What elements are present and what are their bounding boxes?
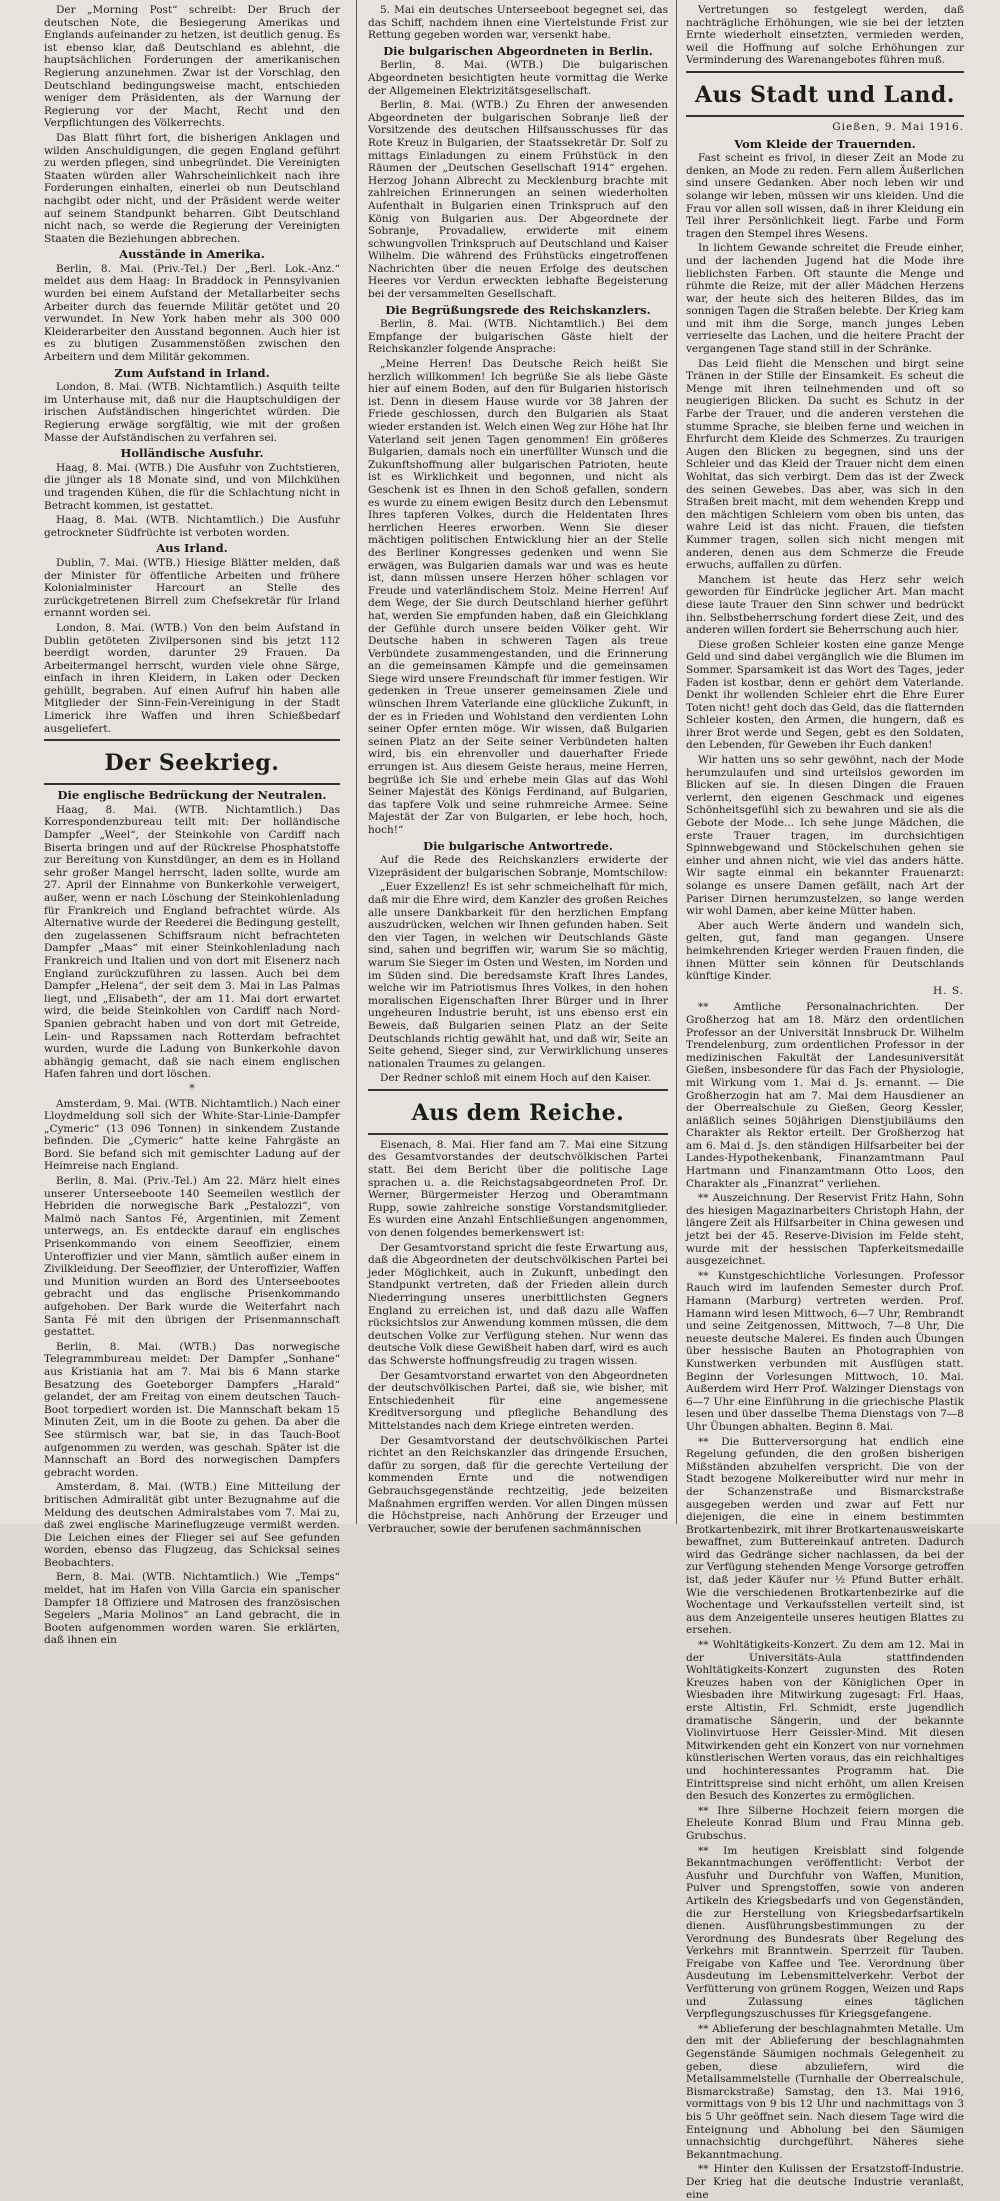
article-paragraph: 5. Mai ein deutsches Unterseeboot begegnet sei, das das Schiff, nachdem ihnen eine Viertelstunde Frist zur Rettung gegeben worden war, versenkt habe. bbox=[368, 4, 668, 42]
section-heading: Die bulgarische Antwortrede. bbox=[423, 838, 613, 853]
column-rule bbox=[356, 0, 357, 1524]
author-signature: H. S. bbox=[933, 984, 964, 997]
article-paragraph: Manchem ist heute das Herz sehr weich geworden für Eindrücke jeglicher Art. Man macht diese laute Trauer den Sinn schwer und bedrückt ihn. Selbstbeherrschung fordert diese Zeit, und des anderen willen fordert sie Beherrschung auch hier. bbox=[686, 573, 964, 637]
column-middle bbox=[368, 4, 668, 1535]
section-heading: Die englische Bedrückung der Neutralen. bbox=[57, 788, 327, 803]
article-paragraph: „Euer Exzellenz! Es ist sehr schmeichelhaft für mich, daß mir die Ehre wird, dem Kanzler des großen Reiches alle unsere Dankbarkeit für den herzlichen Empfang auszudrücken, welchen wir Ihnen gefunden haben. Seit den vier Tagen, in welchen wir Deutschlands Gäste sind, sahen und begriffen wir, warum Sie so mächtig, warum Sie Sieger im Osten und Westen, im Norden und im Süden sind. Die beredsamste Kraft Ihres Landes, welche wir im Patriotismus Ihres Volkes, in den hohen moralischen Eigenschaften Ihrer Bürger und in Ihrer ungeheuren Industrie beruht, ist uns ebenso erst ein Beweis, daß Bulgarien seinen Platz an der Seite Deutschlands richtig gewählt hat, und daß wir, Seite an Seite gehend, Sieger sind, zur Verwirklichung unseres nationalen Traumes zu gelangen. bbox=[368, 881, 668, 1070]
article-paragraph: ** Kunstgeschichtliche Vorlesungen. Professor Rauch wird im laufenden Semester durch Prof. Hamann (Marburg) vertreten werden. Prof. Hamann wird lesen Mittwoch, 6—7 Uhr, Rembrandt und seine Zeitgenossen, Mittwoch, 7—8 Uhr, Die neueste deutsche Malerei. Es finden auch Übungen über hessische Bauten an Photographien von Kunstwerken verbunden mit Ausflügen statt. Beginn der Vorlesungen Mittwoch, 10. Mai. Außerdem wird Herr Prof. Walzinger Dienstags von 6—7 Uhr eine Einführung in die griechische Plastik lesen und über dasselbe Thema Dienstags von 7—8 Uhr Übungen abhalten. Beginn 8. Mai. bbox=[686, 1269, 964, 1433]
article-paragraph: ** Hinter den Kulissen der Ersatzstoff-Industrie. Der Krieg hat die deutsche Industrie veranlaßt, eine bbox=[686, 2163, 964, 2201]
dateline: Gießen, 9. Mai 1916. bbox=[832, 120, 964, 133]
article-paragraph: Der „Morning Post“ schreibt: Der Bruch der deutschen Note, die Besiegerung Amerikas und Englands aufeinander zu hetzen, ist deutlich genug. Es ist ebenso klar, daß Deutschland es ablehnt, die hauptsächlichen Forderungen der amerikanischen Regierung anzunehmen. Zwar ist der Vorschlag, den Deutschland bedingungsweise macht, entschieden weniger dem Präsidenten, als der Warnung der Regierung vor der Macht, Recht und den Verpflichtungen des Völkerrechts. bbox=[44, 4, 340, 130]
section-heading: Ausstände in Amerika. bbox=[119, 247, 265, 262]
article-paragraph: Haag, 8. Mai. (WTB. Nichtamtlich.) Die Ausfuhr getrockneter Südfrüchte ist verboten worden. bbox=[44, 514, 340, 539]
section-heading: Die bulgarischen Abgeordneten in Berlin. bbox=[383, 43, 653, 58]
article-paragraph: Auf die Rede des Reichskanzlers erwiderte der Vizepräsident der bulgarischen Sobranje, Momtschilow: bbox=[368, 854, 668, 879]
article-paragraph: Diese großen Schleier kosten eine ganze Menge Geld und sind dabei vergänglich wie die Blumen im Sommer. Sparsamkeit ist das Wort des Tages, jeder Faden ist kostbar, denn er gehört dem Vaterlande. Denkt ihr wollenden Schleier ehrt die Ehre Eurer Toten nicht! geht doch das Geld, das die flatternden Schleier kosten, den Armen, die hungern, daß es ihrer Brot werde und Segen, gebt es den Soldaten, den Lebenden, für Geweben ihr Euch danken! bbox=[686, 638, 964, 752]
article-paragraph: ** Die Butterversorgung hat endlich eine Regelung gefunden, die den großen bisherigen Mißständen abzuhelfen verspricht. Die von der Stadt bezogene Molkereibutter wird nur mehr in der Schanzenstraße und Bismarckstraße ausgegeben werden und zwar auf Fett nur diejenigen, die eine in einem bestimmten Brotkartenbezirk, mit ihrer Brotkartenausweiskarte bewaffnet, zum Buttereinkauf antreten. Dadurch wird das Gedränge sicher nachlassen, da bei der zur Verfügung stehenden Menge Vorsorge getroffen ist, daß jeder Käufer nur ½ Pfund Butter erhält. Wie die verschiedenen Brotkartenbezirke auf die Wochentage und Verkaufsstellen verteilt sind, ist aus dem Anzeigenteile unseres heutigen Blattes zu ersehen. bbox=[686, 1435, 964, 1637]
article-paragraph: ** Auszeichnung. Der Reservist Fritz Hahn, Sohn des hiesigen Magazinarbeiters Christoph Hahn, der längere Zeit als Hilfsarbeiter in China gewesen und jetzt bei der 45. Reserve-Division im Felde steht, wurde mit der hessischen Tapferkeitsmedaille ausgezeichnet. bbox=[686, 1192, 964, 1268]
article-paragraph: Berlin, 8. Mai. (WTB.) Das norwegische Telegrammbureau meldet: Der Dampfer „Sonhane“ aus Kristiania hat am 7. Mai bis 6 Mann starke Besatzung des Goeteborger Dampfers „Harald“ gelandet, der am Freitag von einem deutschen Tauch-Boot torpediert worden ist. Die Mannschaft bekam 15 Minuten Zeit, um in die Boote zu gehen. Da aber die See stürmisch war, bat sie, in das Tauch-Boot aufgenommen zu werden, was geschah. Später ist die Mannschaft an Bord des norwegischen Dampfers gebracht worden. bbox=[44, 1340, 340, 1479]
ornament-star: * bbox=[189, 1081, 195, 1095]
article-paragraph: ** Wohltätigkeits-Konzert. Zu dem am 12. Mai in der Universitäts-Aula stattfindenden Wohltätigkeits-Konzert zugunsten des Roten Kreuzes haben von der Königlichen Oper in Wiesbaden ihre Mitwirkung zugesagt: Frl. Haas, erste Altistin, Frl. Schmidt, erste jugendlich dramatische Sängerin, und der bekannte Violinvirtuose Herr Geissler-Mind. Mit diesen Mitwirkenden geht ein Konzert von nur vornehmen künstlerischen Werten voraus, das ein reichhaltiges und hochinteressantes Programm hat. Die Eintrittspreise sind nicht erhöht, um allen Kreisen den Besuch des Konzertes zu ermöglichen. bbox=[686, 1639, 964, 1803]
section-title: Der Seekrieg. bbox=[104, 750, 280, 777]
article-paragraph: Das Leid flieht die Menschen und birgt seine Tränen in der Stille der Einsamkeit. Es scheut die Menge mit ihren teilnehmenden und oft so neugierigen Blicken. Da sucht es Schutz in der Farbe der Trauer, und die anderen verstehen die stumme Sprache, sie bleiben ferne und weichen in Ehrfurcht dem Kleide des Schmerzes. Zu traurigen Augen den Blicken zu begegnen, sind uns der Schleier und das Kleid der Trauer nicht dem einen Wohltat, das sich verbirgt. Dem das ist der Zweck des seinen Gewebes. Das aber, was sich in den Straßen breit macht, mit dem wehenden Krepp und den mächtigen Schleiern vom oben bis unten, das wahre Leid ist das nicht. Frauen, die tiefsten Kummer tragen, sollen sich nicht mengen mit anderen, denen aus dem Schmerze die Freude erwuchs, auffallen zu dürfen. bbox=[686, 357, 964, 572]
article-paragraph: London, 8. Mai. (WTB. Nichtamtlich.) Asquith teilte im Unterhause mit, daß nur die Hauptschuldigen der irischen Aufständischen hingerichtet würden. Die Regierung erwäge sorgfältig, wie mit der großen Masse der Aufständischen zu verfahren sei. bbox=[44, 381, 340, 444]
section-heading: Holländische Ausfuhr. bbox=[120, 446, 264, 461]
article-paragraph: Berlin, 8. Mai. (Priv.-Tel.) Der „Berl. Lok.-Anz.“ meldet aus dem Haag: In Braddock in Pennsylvanien wurden bei einem Aufstand der Metallarbeiter sechs Arbeiter durch das feuernde Militär getötet und 20 verwundet. In New York haben mehr als 300 000 Kleiderarbeiter den Ausstand begonnen. Auch hier ist es zu blutigen Zusammenstößen zwischen den Arbeitern und dem Militär gekommen. bbox=[44, 262, 340, 364]
article-paragraph: Vertretungen so festgelegt werden, daß nachträgliche Erhöhungen, wie sie bei der letzten Ernte wiederholt einsetzten, vermieden werden, weil die Hoffnung auf solche Erhöhungen zur Verminderung des Warenangebotes führen muß. bbox=[686, 4, 964, 67]
section-header-box bbox=[44, 739, 340, 785]
column-rule bbox=[676, 0, 677, 1524]
column-right bbox=[686, 4, 964, 2201]
article-paragraph: ** Amtliche Personalnachrichten. Der Großherzog hat am 18. März den ordentlichen Professor an der Universität Innsbruck Dr. Wilhelm Trendelenburg, zum ordentlichen Professor in der medizinischen Fakultät der Landesuniversität Gießen, insbesondere für das Fach der Physiologie, mit Wirkung vom 1. Mai d. Js. ernannt. — Die Großherzogin hat am 7. Mai dem Hausdiener an der Oberrealschule zu Gießen, Georg Kessler, anläßlich seines 50jährigen Dienstjubiläums den Charakter als Rektor erteilt. Der Großherzog hat am 6. Mai d. Js. den ständigen Hilfsarbeiter bei der Landes-Hypothekenbank, Finanzamtmann Paul Hartmann und Finanzamtmann Otto Loos, den Charakter als „Finanzrat“ verliehen. bbox=[686, 1001, 964, 1190]
article-paragraph: Wir hatten uns so sehr gewöhnt, nach der Mode herumzulaufen und sind urteilslos geworden im Blicken auf sie. In diesen Dingen die Frauen verlernt, den eigenen Geschmack und eigenes Schönheitsgefühl sich zu bewahren und sie als die Gebote der Mode... Ich sehe junge Mädchen, die erste Trauer tragen, im durchsichtigen Spinnwebgewand und Stöckelschuhen gehen sie einher und ahnen nicht, wie viel das anders hätte. Wir sagte einmal ein bekannter Frauenarzt: solange es unsere Damen gefällt, nach Art der Pariser Dirnen herumzustelzen, so lange werden wir wohl Damen, aber keine Mütter haben. bbox=[686, 754, 964, 918]
article-paragraph: Der Gesamtvorstand erwartet von den Abgeordneten der deutschvölkischen Partei, daß sie, wie bisher, mit Entschiedenheit für eine angemessene Kreditversorgung und pflegliche Behandlung des Mittelstandes nach dem Kriege eintreten werden. bbox=[368, 1369, 668, 1432]
article-paragraph: Amsterdam, 8. Mai. (WTB.) Eine Mitteilung der britischen Admiralität gibt unter Bezugnahme auf die Meldung des deutschen Admiralstabes vom 7. Mai zu, daß zwei englische Marineflugzeuge vermißt werden. Die Leichen eines der Flieger sei auf See gefunden worden, ebenso das Flugzeug, das Schicksal seines Beobachters. bbox=[44, 1481, 340, 1569]
section-heading: Vom Kleide der Trauernden. bbox=[734, 136, 916, 151]
article-paragraph: Dublin, 7. Mai. (WTB.) Hiesige Blätter melden, daß der Minister für öffentliche Arbeiten und frühere Kolonialminister Harcourt an Stelle des zurückgetretenen Birrell zum Chefsekretär für Irland ernannt worden sei. bbox=[44, 556, 340, 620]
article-paragraph: Eisenach, 8. Mai. Hier fand am 7. Mai eine Sitzung des Gesamtvorstandes der deutschvölkischen Partei statt. Bei dem Bericht über die politische Lage sprachen u. a. die Reichstagsabgeordneten Prof. Dr. Werner, Bürgermeister Herzog und Oberamtmann Rupp, sowie zahlreiche sonstige Vorstandsmitglieder. Es wurden eine Anzahl Entschließungen angenommen, von denen folgendes bemerkenswert ist: bbox=[368, 1138, 668, 1240]
section-title: Aus Stadt und Land. bbox=[695, 81, 955, 108]
article-paragraph: ** Ihre Silberne Hochzeit feiern morgen die Eheleute Konrad Blum und Frau Minna geb. Grubschus. bbox=[686, 1804, 964, 1842]
article-paragraph: Bern, 8. Mai. (WTB. Nichtamtlich.) Wie „Temps“ meldet, hat im Hafen von Villa Garcia ein spanischer Dampfer 18 Offiziere und Matrosen des französischen Segelers „Maria Molinos“ an Land gebracht, die in Booten aufgenommen worden waren. Sie erklärten, daß ihnen ein bbox=[44, 1571, 340, 1647]
article-paragraph: Amsterdam, 9. Mai. (WTB. Nichtamtlich.) Nach einer Lloydmeldung soll sich der White-Star-Linie-Dampfer „Cymeric“ (13 096 Tonnen) in sinkendem Zustande befinden. Die „Cymeric“ hatte keine Fahrgäste an Bord. Sie befand sich mit gemischter Ladung auf der Heimreise nach England. bbox=[44, 1097, 340, 1173]
section-heading: Die Begrüßungsrede des Reichskanzlers. bbox=[385, 302, 651, 317]
article-paragraph: Berlin, 8. Mai. (Priv.-Tel.) Am 22. März hielt eines unserer Unterseeboote 140 Seemeilen westlich der Hebriden die norwegische Bark „Pestalozzi“, von Malmö nach Santos Fé, Argentinien, mit Zement unterwegs, an. Es entdeckte darauf ein englisches Prisenkommando von einem Seeoffizier, einem Unteroffizier und vier Mann, sämtlich außer einem in Zivilkleidung. Der Seeoffizier, der Unteroffizier, Waffen und Munition wurden an Bord des Unterseebootes gebracht und das englische Prisenkommando aufgehoben. Der Bark wurde die Weiterfahrt nach Santa Fé mit den übrigen der Prisenmannschaft gestattet. bbox=[44, 1175, 340, 1339]
section-heading: Aus Irland. bbox=[156, 541, 228, 556]
article-paragraph: „Meine Herren! Das Deutsche Reich heißt Sie herzlich willkommen! Ich begrüße Sie als liebe Gäste hier auf einem Boden, auf den für Bulgarien historisch ist. Denn in diesem Hause wurde vor 38 Jahren der Friede geschlossen, durch den Bulgarien als Staat wieder erstanden ist. Welch einen Weg zur Höhe hat Ihr Vaterland seit jenen Tagen genommen! Ein größeres Bulgarien, damals noch ein unerfüllter Wunsch und die Zukunftshoffnung aller bulgarischen Patrioten, heute ist es Wirklichkeit und begonnen, und nicht als Geschenk ist es Ihnen in den Schoß gefallen, sondern es wurde zu einem ewigen Besitz durch den Lebensmut Ihres tapferen Volkes, durch die Heldentaten Ihres herrlichen Heeres erworben. Wenn Sie dieser mächtigen politischen Entwicklung hier an der Stelle des Berliner Kongresses gedenken und wenn Sie erwägen, was Bulgarien damals war und was es heute ist, dann müssen unsere Herzen höher schlagen vor Freude und vaterländischem Stolz. Meine Herren! Auf dem Wege, der Sie durch Deutschland hierher geführt hat, werden Sie empfunden haben, daß ein Gleichklang der Gefühle durch unsere beiden Völker geht. Wir Deutsche haben in schweren Tagen als treue Verbündete zusammengestanden, und die Erinnerung an die gemeinsamen Kämpfe und die gemeinsamen Siege wird unsere Freundschaft für immer festigen. Wir gedenken in Treue unserer gemeinsamen Ziele und wünschen Ihrem Vaterlande eine glückliche Zukunft, in der es in Frieden und Wohlstand den verdienten Lohn seiner Opfer ernten möge. Wir wissen, daß Bulgarien seinen Platz an der Seite seiner Verbündeten halten wird, bis ein ehrenvoller und dauerhafter Friede errungen ist. Aus diesem Geiste heraus, meine Herren, begrüße ich Sie und erhebe mein Glas auf das Wohl Seiner Majestät des Königs Ferdinand, auf Bulgarien, das tapfere Volk und seine ruhmreiche Armee. Seine Majestät der Zar von Bulgarien, er lebe hoch, hoch, hoch!“ bbox=[368, 358, 668, 836]
article-paragraph: Fast scheint es frivol, in dieser Zeit an Mode zu denken, an Mode zu reden. Fern allem Äußerlichen sind unsere Gedanken. Aber noch leben wir und solange wir leben, müssen wir uns kleiden. Und die Frau vor allen soll wissen, daß in ihrer Kleidung ein Teil ihrer Persönlichkeit liegt. Farbe und Form tragen den Stempel ihres Wesens. bbox=[686, 152, 964, 240]
article-paragraph: Das Blatt führt fort, die bisherigen Anklagen und wilden Anschuldigungen, die gegen England geführt zu werden pflegen, sind unbegründet. Die Vereinigten Staaten würden aller Wahrscheinlichkeit nach ihre Forderungen einhalten, einerlei ob nun Deutschland nachgibt oder nicht, und der Präsident werde weiter auf seinem Standpunkt beharren. Gibt Deutschland nicht nach, so werde die Regierung der Vereinigten Staaten die Beziehungen abbrechen. bbox=[44, 131, 340, 245]
section-heading: Zum Aufstand in Irland. bbox=[114, 365, 270, 380]
section-title: Aus dem Reiche. bbox=[411, 1099, 625, 1126]
article-paragraph: Berlin, 8. Mai. (WTB. Nichtamtlich.) Bei dem Empfange der bulgarischen Gäste hielt der Reichskanzler folgende Ansprache: bbox=[368, 318, 668, 356]
section-header-box bbox=[686, 71, 964, 117]
article-paragraph: Haag, 8. Mai. (WTB.) Die Ausfuhr von Zuchtstieren, die jünger als 18 Monate sind, und von Milchkühen und tragenden Kühen, die für die Schlachtung nicht in Betracht kommen, ist gestattet. bbox=[44, 461, 340, 512]
article-paragraph: Berlin, 8. Mai. (WTB.) Zu Ehren der anwesenden Abgeordneten der bulgarischen Sobranje ließ der Vorsitzende des deutschen Hilfsausschusses für das Rote Kreuz in Bulgarien, der Staatssekretär Dr. Solf zu mittags Einladungen zu einem Frühstück in den Räumen der „Deutschen Gesellschaft 1914“ ergehen. Herzog Johann Albrecht zu Mecklenburg brachte mit zahlreichen Erinnerungen an seinen wiederholten Aufenthalt in Bulgarien einen Trinkspruch auf den König von Bulgarien aus. Der Abgeordnete der Sobranje, Provadaliew, erwiderte mit einem schwungvollen Trinkspruch auf Deutschland und Kaiser Wilhelm. Die während des Frühstücks eingetroffenen Nachrichten über die neuen Erfolge des deutschen Heeres vor Verdun erweckten lebhafte Begeisterung bei der versammelten Gesellschaft. bbox=[368, 99, 668, 301]
article-paragraph: Aber auch Werte ändern und wandeln sich, gelten, gut, fand man gegangen. Unsere heimkehrenden Krieger werden Frauen finden, die ihnen Mütter sein können für Deutschlands künftige Kinder. bbox=[686, 919, 964, 983]
article-paragraph: Berlin, 8. Mai. (WTB.) Die bulgarischen Abgeordneten besichtigten heute vormittag die Werke der Allgemeinen Elektrizitätsgesellschaft. bbox=[368, 59, 668, 97]
article-paragraph: Der Gesamtvorstand der deutschvölkischen Partei richtet an den Reichskanzler das dringende Ersuchen, dafür zu sorgen, daß für die gerechte Verteilung der kommenden Ernte und die notwendigen Gebrauchsgegenstände rechtzeitig, jede beizeiten Maßnahmen ergriffen werden. Vor allen Dingen müssen die Höchstpreise, nach Anhörung der Erzeuger und Verbraucher, sowie der berufenen sachmännischen bbox=[368, 1434, 668, 1535]
article-paragraph: ** Ablieferung der beschlagnahmten Metalle. Um den mit der Ablieferung der beschlagnahmten Gegenstände Säumigen nochmals Gelegenheit zu geben, diese abzuliefern, wird die Metallsammelstelle (Turnhalle der Oberrealschule, Bismarckstraße) Samstag, den 13. Mai 1916, vormittags von 9 bis 12 Uhr und nachmittags von 3 bis 5 Uhr geöffnet sein. Nach diesem Tage wird die Enteignung und Abholung bei den Säumigen unnachsichtig durchgeführt. Näheres siehe Bekanntmachung. bbox=[686, 2022, 964, 2161]
column-left bbox=[44, 4, 340, 1647]
article-paragraph: In lichtem Gewande schreitet die Freude einher, und der lachenden Jugend hat die Mode ihre lieblichsten Farben. Oft staunte die Menge und rühmte die Reize, mit der aller Mädchen Herzens war, der heute sich des heiteren Bildes, das im sonnigen Tagen die Straßen belebte. Der Krieg kam und mit ihm die Sorge, manch junges Leben verrieselte das Lachen, und die heitere Pracht der vergangenen Tage stand still in der Schränke. bbox=[686, 242, 964, 356]
article-paragraph: Der Gesamtvorstand spricht die feste Erwartung aus, daß die Abgeordneten der deutschvölkischen Partei bei jeder Möglichkeit, auch in Zukunft, unbedingt den Standpunkt vertreten, daß der Frieden allein durch Niederringung unseres unerbittlichsten Gegners England zu erreichen ist, und daß dazu alle Waffen rücksichtslos zur Anwendung kommen müssen, die dem deutschen Volke zur Verfügung stehen. Nur wenn das deutsche Volk diese Gewißheit haben darf, wird es auch das Schwerste hoffnungsfreudig zu tragen wissen. bbox=[368, 1241, 668, 1367]
article-paragraph: Der Redner schloß mit einem Hoch auf den Kaiser. bbox=[380, 1072, 651, 1085]
article-paragraph: Haag, 8. Mai. (WTB. Nichtamtlich.) Das Korrespondenzbureau teilt mit: Der holländische Dampfer „Weel“, der Steinkohle von Cardiff nach Biserta bringen und auf der Rückreise Phosphatstoffe zur Bereitung von Kunstdünger, an dem es in Holland sehr großer Mangel herrscht, laden sollte, wurde am 27. April der Einnahme von Bunkerkohle verweigert, außer, wenn er nach Löschung der Steinkohlenladung für Frankreich und England befrachtet würde. Als Alternative wurde der Reederei die Bedingung gestellt, den zugelassenen Schiffsraum nicht befrachteten Dampfer „Maas“ mit einer Steinkohlenladung nach Frankreich und Italien und von dort mit Eisenerz nach England zurückzuführen zu lassen. Auch bei dem Dampfer „Helena“, der seit dem 3. Mai in Las Palmas liegt, und „Elisabeth“, der am 11. Mai dort erwartet wird, die beide Steinkohlen von Cardiff nach Nord-Spanien gebracht haben und von dort mit Getreide, Lein- und Rapssamen nach Rotterdam befrachtet wurden, wurde die Ladung von Bunkerkohle davon abhängig gemacht, daß sie nach einem englischen Hafen fahren und dort löschen. bbox=[44, 803, 340, 1081]
article-paragraph: ** Im heutigen Kreisblatt sind folgende Bekanntmachungen veröffentlicht: Verbot der Ausfuhr und Durchfuhr von Waffen, Munition, Pulver und Sprengstoffen, sowie von anderen Artikeln des Kriegsbedarfs und von Gegenständen, die zur Herstellung von Kriegsbedarfsartikeln dienen. Ausführungsbestimmungen zu der Verordnung des Bundesrats über Regelung des Verkehrs mit Branntwein. Sperrzeit für Tauben. Freigabe von Kaffee und Tee. Verordnung über Ausdeutung im Lebensmittelverkehr. Verbot der Verfütterung von grünem Roggen, Weizen und Raps und Zulassung eines täglichen Verpflegungszuschusses für Kriegsgefangene. bbox=[686, 1844, 964, 2021]
article-paragraph: London, 8. Mai. (WTB.) Von den beim Aufstand in Dublin getöteten Zivilpersonen sind bis jetzt 112 beerdigt worden, darunter 29 Frauen. Da Arbeitermangel herrscht, wurden viele ohne Särge, einfach in ihren Kleidern, in Laken oder Decken gehüllt, begraben. Auf einen Aufruf hin haben alle Mitglieder der Sinn-Fein-Vereinigung in der Stadt Limerick ihre Waffen und ihren Schießbedarf ausgeliefert. bbox=[44, 621, 340, 735]
section-header-box bbox=[368, 1089, 668, 1135]
